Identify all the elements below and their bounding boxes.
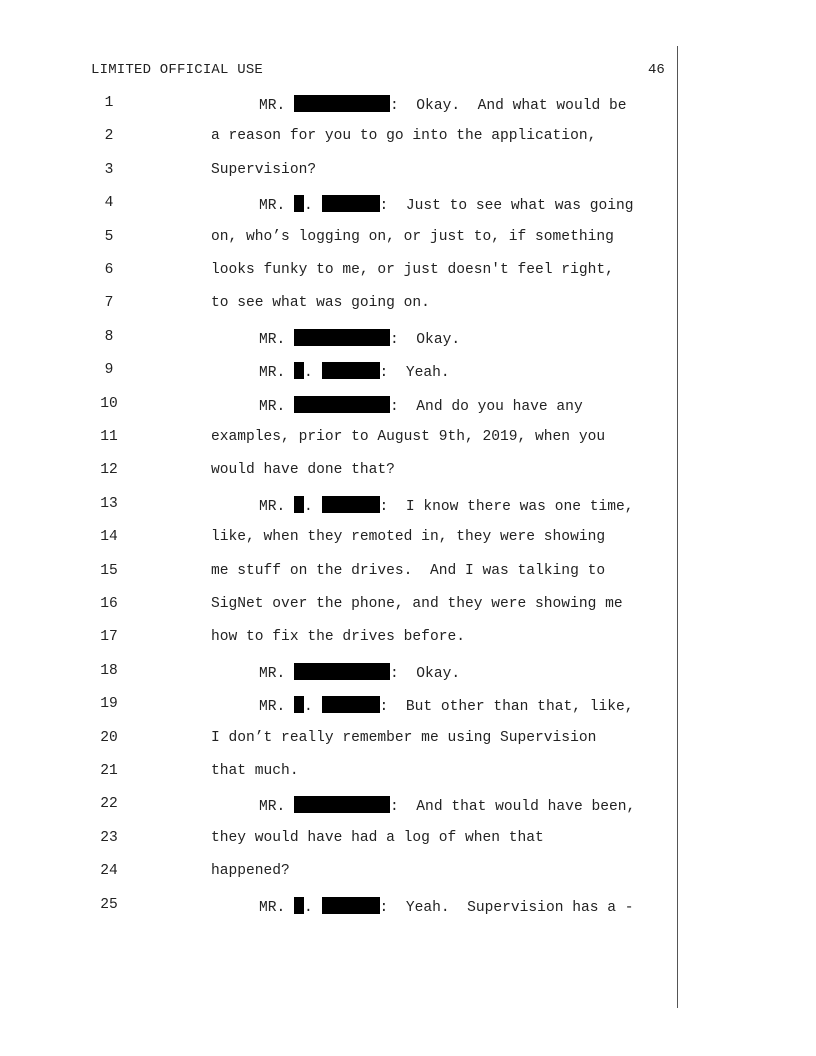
transcript-line xyxy=(0,663,680,696)
transcript-line xyxy=(0,195,680,228)
redaction-bar xyxy=(294,796,390,813)
line-text: : Okay. And what would be xyxy=(390,98,627,114)
speaker-line xyxy=(259,496,634,515)
speaker-line xyxy=(259,897,634,916)
speaker-prefix: MR. xyxy=(259,365,295,382)
initial-separator: . xyxy=(304,198,322,215)
transcript-line xyxy=(0,128,680,161)
continuation-line xyxy=(211,763,299,779)
classification-header: LIMITED OFFICIAL USE xyxy=(91,62,264,78)
line-number: 16 xyxy=(100,596,118,612)
redaction-bar xyxy=(322,696,380,713)
line-number: 3 xyxy=(104,161,114,178)
continuation-line xyxy=(211,563,605,579)
transcript-line xyxy=(0,563,680,596)
transcript-line xyxy=(0,830,680,863)
continuation-line xyxy=(211,128,596,144)
line-text: me stuff on the drives. And I was talking to xyxy=(211,562,606,579)
speaker-line xyxy=(259,696,634,715)
line-number: 13 xyxy=(100,495,118,512)
line-number: 9 xyxy=(104,362,114,379)
line-number: 22 xyxy=(100,796,118,813)
line-text: how to fix the drives before. xyxy=(211,629,465,646)
continuation-line xyxy=(211,830,544,846)
redaction-bar xyxy=(294,396,390,413)
line-text: I don’t really remember me using Supervision xyxy=(211,729,597,746)
line-text: : Okay. xyxy=(390,665,461,682)
page-number: 46 xyxy=(648,62,665,78)
transcript-line xyxy=(0,496,680,529)
line-text: would have done that? xyxy=(211,462,395,479)
line-text: they would have had a log of when that xyxy=(211,829,544,846)
line-number: 14 xyxy=(100,529,118,546)
speaker-line xyxy=(259,329,460,348)
transcript-line xyxy=(0,329,680,362)
line-number: 11 xyxy=(100,429,118,445)
transcript-line xyxy=(0,696,680,729)
line-text: to see what was going on. xyxy=(211,295,430,312)
redaction-bar xyxy=(294,329,390,346)
transcript-line xyxy=(0,730,680,763)
redaction-bar xyxy=(294,696,304,713)
line-number: 8 xyxy=(104,328,114,345)
continuation-line xyxy=(211,596,623,612)
initial-separator: . xyxy=(304,498,322,515)
line-text: : And do you have any xyxy=(390,398,583,415)
line-text: looks funky to me, or just doesn't feel right, xyxy=(211,262,614,278)
speaker-line xyxy=(259,796,635,815)
redaction-bar xyxy=(322,897,380,914)
line-number: 1 xyxy=(104,95,114,111)
speaker-prefix: MR. xyxy=(259,398,295,415)
line-text: happened? xyxy=(211,863,290,880)
line-number: 12 xyxy=(100,462,118,479)
redaction-bar xyxy=(294,95,390,112)
continuation-line xyxy=(211,429,605,445)
line-text: like, when they remoted in, they were showing xyxy=(211,529,606,546)
speaker-line xyxy=(259,195,634,214)
redaction-bar xyxy=(322,362,380,379)
continuation-line xyxy=(211,462,395,478)
line-text: that much. xyxy=(211,763,299,779)
speaker-line xyxy=(259,95,627,114)
line-number: 10 xyxy=(100,395,118,412)
redaction-bar xyxy=(294,897,304,914)
redaction-bar xyxy=(322,496,380,513)
speaker-prefix: MR. xyxy=(259,198,295,215)
line-number: 25 xyxy=(100,896,118,913)
line-text: SigNet over the phone, and they were showing me xyxy=(211,596,623,612)
continuation-line xyxy=(211,529,605,545)
speaker-prefix: MR. xyxy=(259,899,295,916)
transcript-line xyxy=(0,529,680,562)
line-number: 19 xyxy=(100,696,118,713)
speaker-prefix: MR. xyxy=(259,331,295,348)
transcript-line xyxy=(0,863,680,896)
line-number: 21 xyxy=(100,763,118,779)
line-number: 4 xyxy=(104,195,114,212)
line-text: examples, prior to August 9th, 2019, when you xyxy=(211,429,606,445)
line-text: a reason for you to go into the application, xyxy=(211,128,597,145)
speaker-line xyxy=(259,396,583,415)
speaker-line xyxy=(259,362,450,381)
line-text: : But other than that, like, xyxy=(379,699,634,716)
line-number: 15 xyxy=(100,562,118,579)
continuation-line xyxy=(211,229,614,245)
speaker-prefix: MR. xyxy=(259,665,295,682)
line-text: : Just to see what was going xyxy=(379,198,634,215)
line-number: 5 xyxy=(104,228,114,245)
initial-separator: . xyxy=(304,365,322,382)
line-text: : Okay. xyxy=(390,331,461,348)
redaction-bar xyxy=(294,496,304,513)
redaction-bar xyxy=(294,195,304,212)
line-number: 17 xyxy=(100,629,118,646)
redaction-bar xyxy=(294,663,390,680)
line-text: : And that would have been, xyxy=(390,799,636,816)
continuation-line xyxy=(211,162,316,178)
redaction-bar xyxy=(322,195,380,212)
transcript-line xyxy=(0,629,680,662)
speaker-line xyxy=(259,663,460,682)
line-text: : Yeah. Supervision has a - xyxy=(379,899,634,916)
transcript-line xyxy=(0,162,680,195)
line-number: 23 xyxy=(100,829,118,846)
line-number: 6 xyxy=(104,262,114,278)
line-text: : I know there was one time, xyxy=(379,498,634,515)
transcript-line xyxy=(0,295,680,328)
transcript-line xyxy=(0,396,680,429)
redaction-bar xyxy=(294,362,304,379)
line-text: Supervision? xyxy=(211,161,317,178)
line-number: 7 xyxy=(104,295,114,312)
continuation-line xyxy=(211,629,465,645)
line-number: 24 xyxy=(100,863,118,880)
continuation-line xyxy=(211,295,430,311)
continuation-line xyxy=(211,730,596,746)
line-text: : Yeah. xyxy=(379,365,450,382)
continuation-line xyxy=(211,262,614,278)
speaker-prefix: MR. xyxy=(259,699,295,716)
line-number: 2 xyxy=(104,128,114,145)
transcript-line xyxy=(0,763,680,796)
line-number: 20 xyxy=(100,729,118,746)
continuation-line xyxy=(211,863,290,879)
line-number: 18 xyxy=(100,662,118,679)
speaker-prefix: MR. xyxy=(259,98,295,114)
transcript-line xyxy=(0,462,680,495)
transcript-line xyxy=(0,796,680,829)
transcript-line xyxy=(0,596,680,629)
line-text: on, who’s logging on, or just to, if something xyxy=(211,228,614,245)
transcript-line xyxy=(0,362,680,395)
transcript-line xyxy=(0,229,680,262)
transcript-line xyxy=(0,897,680,930)
initial-separator: . xyxy=(304,699,322,716)
transcript-line xyxy=(0,429,680,462)
transcript-line xyxy=(0,262,680,295)
transcript-line xyxy=(0,95,680,128)
speaker-prefix: MR. xyxy=(259,799,295,816)
speaker-prefix: MR. xyxy=(259,498,295,515)
initial-separator: . xyxy=(304,899,322,916)
